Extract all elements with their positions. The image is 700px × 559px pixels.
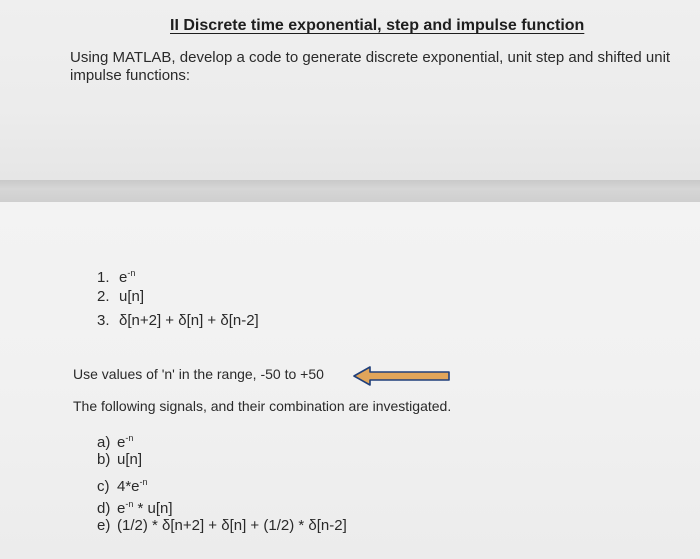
intro-paragraph: Using MATLAB, develop a code to generate discrete exponential, unit step and shifted unit impulse functions: [70, 49, 671, 84]
item-exponent: -n [139, 477, 148, 487]
list-item [97, 449, 347, 471]
function-list [97, 261, 259, 333]
item-number: a) [97, 434, 111, 451]
list-item [97, 261, 259, 285]
item-expression-rest: * u[n] [133, 500, 173, 517]
list-item [97, 427, 347, 449]
item-exponent: -n [127, 268, 136, 278]
item-number: c) [97, 478, 110, 495]
page-divider [0, 180, 700, 202]
range-instruction: Use values of 'n' in the range, -50 to +50 [73, 366, 324, 382]
list-item [97, 471, 347, 493]
investigated-text: The following signals, and their combination are investigated. [73, 398, 452, 414]
item-expression: e [117, 434, 126, 451]
list-item [97, 515, 347, 537]
section-heading: II Discrete time exponential, step and impulse function [170, 17, 585, 34]
item-expression: δ[n+2] + δ[n] + δ[n-2] [119, 312, 259, 329]
item-exponent: -n [125, 433, 134, 443]
left-arrow-icon [352, 365, 452, 387]
list-item [97, 309, 259, 333]
item-expression: e [117, 500, 126, 517]
item-number: 3. [97, 312, 110, 329]
item-exponent: -n [125, 499, 134, 509]
list-item [97, 493, 347, 515]
item-number: 2. [97, 288, 110, 305]
item-number: d) [97, 500, 111, 517]
item-number: e) [97, 517, 111, 534]
item-expression: 4*e [117, 478, 140, 495]
item-number: 1. [97, 269, 110, 286]
signal-list [97, 427, 347, 537]
item-expression: e [119, 269, 128, 286]
item-expression: (1/2) * δ[n+2] + δ[n] + (1/2) * δ[n-2] [117, 517, 347, 534]
item-expression: u[n] [119, 288, 145, 305]
list-item [97, 285, 259, 309]
item-expression: u[n] [117, 451, 143, 468]
item-number: b) [97, 451, 111, 468]
